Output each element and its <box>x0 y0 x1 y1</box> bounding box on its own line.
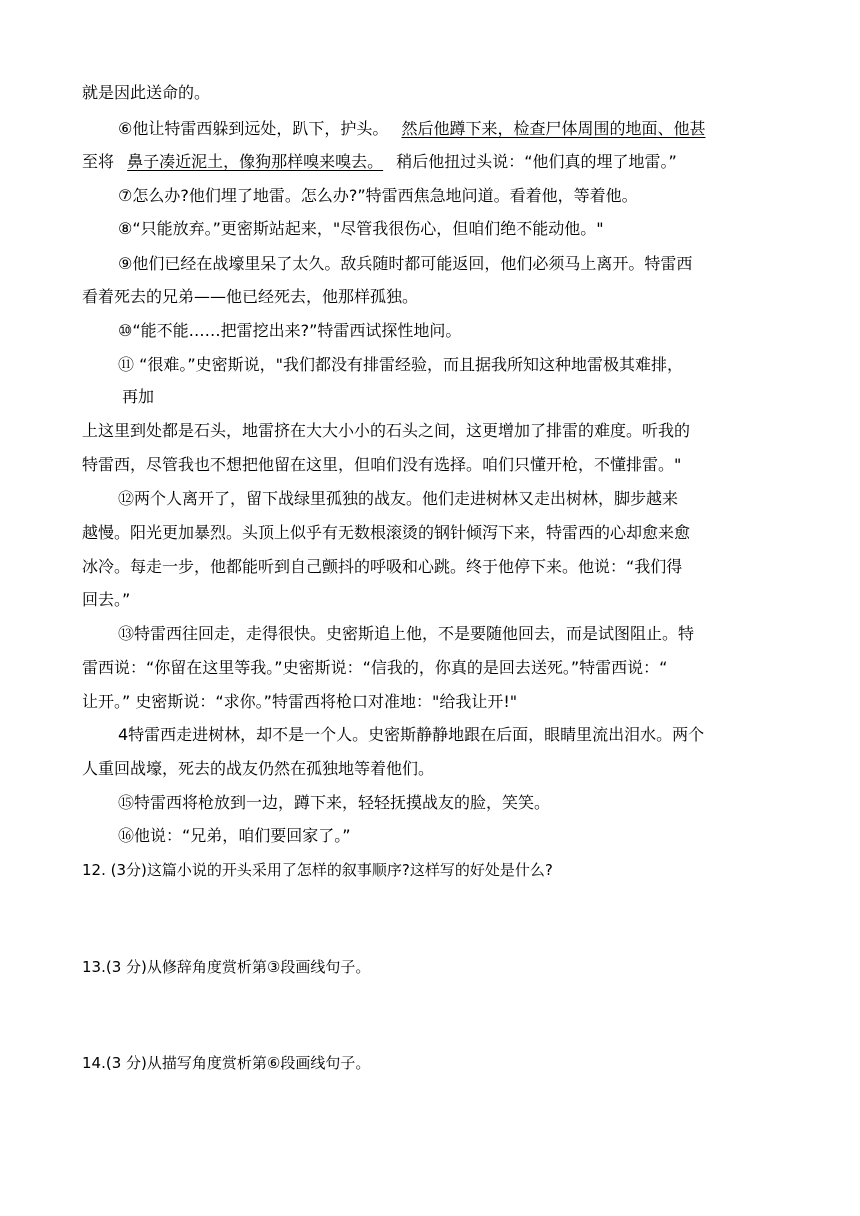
paragraph-11-line-2: 再加 <box>122 387 155 406</box>
paragraph-11-line-3: 上这里到处都是石头，地雷挤在大大小小的石头之间，这更增加了排雷的难度。听我的 <box>82 421 691 440</box>
paragraph-12-line-3: 冰冷。每走一步，他都能听到自己颤抖的呼吸和心跳。终于他停下来。他说：“我们得 <box>82 557 683 576</box>
paragraph-9-line-1: ⑨他们已经在战壕里呆了太久。敌兵随时都可能返回，他们必须马上离开。特雷西 <box>118 254 693 273</box>
paragraph-text: 稍后他扭过头说：“他们真的埋了地雷。” <box>396 152 677 171</box>
paragraph-text: 至将 <box>82 152 115 171</box>
paragraph-13-line-3: 让开。” 史密斯说：“求你。”特雷西将枪口对准地："给我让开!" <box>82 692 518 711</box>
paragraph-8: ⑧“只能放弃。”更密斯站起来，"尽管我很伤心，但咱们绝不能动他。" <box>118 219 604 238</box>
question-12: 12. (3分)这篇小说的开头采用了怎样的叙事顺序?这样写的好处是什么? <box>82 861 553 879</box>
paragraph-9-line-2: 看着死去的兄弟——他已经死去，他那样孤独。 <box>82 287 419 306</box>
underlined-sentence: 然后他蹲下来，检查尸体周围的地面、他甚 <box>401 119 706 138</box>
paragraph-6-line-1 <box>118 118 818 140</box>
paragraph-11-line-4: 特雷西，尽管我也不想把他留在这里，但咱们没有选择。咱们只懂开枪，不懂排雷。" <box>82 455 682 474</box>
paragraph-13-line-1: ⑬特雷西往回走，走得很快。史密斯追上他，不是要随他回去，而是试图阻止。特 <box>118 624 695 643</box>
paragraph-11-line-1: ⑪ “很难。”史密斯说，"我们都没有排雷经验，而且据我所知这种地雷极其难排， <box>118 355 684 374</box>
paragraph-text: ⑥他让特雷西躲到远处，趴下，护头。 <box>118 119 389 138</box>
paragraph-12-line-2: 越慢。阳光更加暴烈。头顶上似乎有无数根滚烫的钢针倾泻下来，特雷西的心却愈来愈 <box>82 523 691 542</box>
paragraph-16: ⑯他说：“兄弟，咱们要回家了。” <box>118 826 351 845</box>
paragraph-6-line-2 <box>82 151 782 173</box>
paragraph-10: ⑩“能不能……把雷挖出来?”特雷西试探性地问。 <box>118 321 462 340</box>
question-14: 14.(3 分)从描写角度赏析第⑥段画线句子。 <box>82 1054 371 1072</box>
paragraph-12-line-4: 回去。” <box>82 590 131 609</box>
paragraph-12-line-1: ⑫两个人离开了，留下战绿里孤独的战友。他们走进树林又走出树林，脚步越来 <box>118 489 679 508</box>
paragraph-15: ⑮特雷西将枪放到一边，蹲下来，轻轻抚摸战友的脸，笑笑。 <box>118 793 551 812</box>
paragraph-line: 就是因此送命的。 <box>82 83 211 102</box>
question-13: 13.(3 分)从修辞角度赏析第③段画线句子。 <box>82 958 371 976</box>
paragraph-14-line-2: 人重回战壕，死去的战友仍然在孤独地等着他们。 <box>82 759 435 778</box>
paragraph-7: ⑦怎么办?他们埋了地雷。怎么办?”特雷西焦急地问道。看着他，等着他。 <box>118 186 638 205</box>
paragraph-14-line-1: 4特雷西走进树林，却不是一个人。史密斯静静地跟在后面，眼睛里流出泪水。两个 <box>118 725 705 744</box>
underlined-sentence: 鼻子凑近泥土，像狗那样嗅来嗅去。 <box>127 152 384 171</box>
paragraph-13-line-2: 雷西说：“你留在这里等我。”史密斯说：“信我的，你真的是回去送死。”特雷西说：“ <box>82 658 668 677</box>
